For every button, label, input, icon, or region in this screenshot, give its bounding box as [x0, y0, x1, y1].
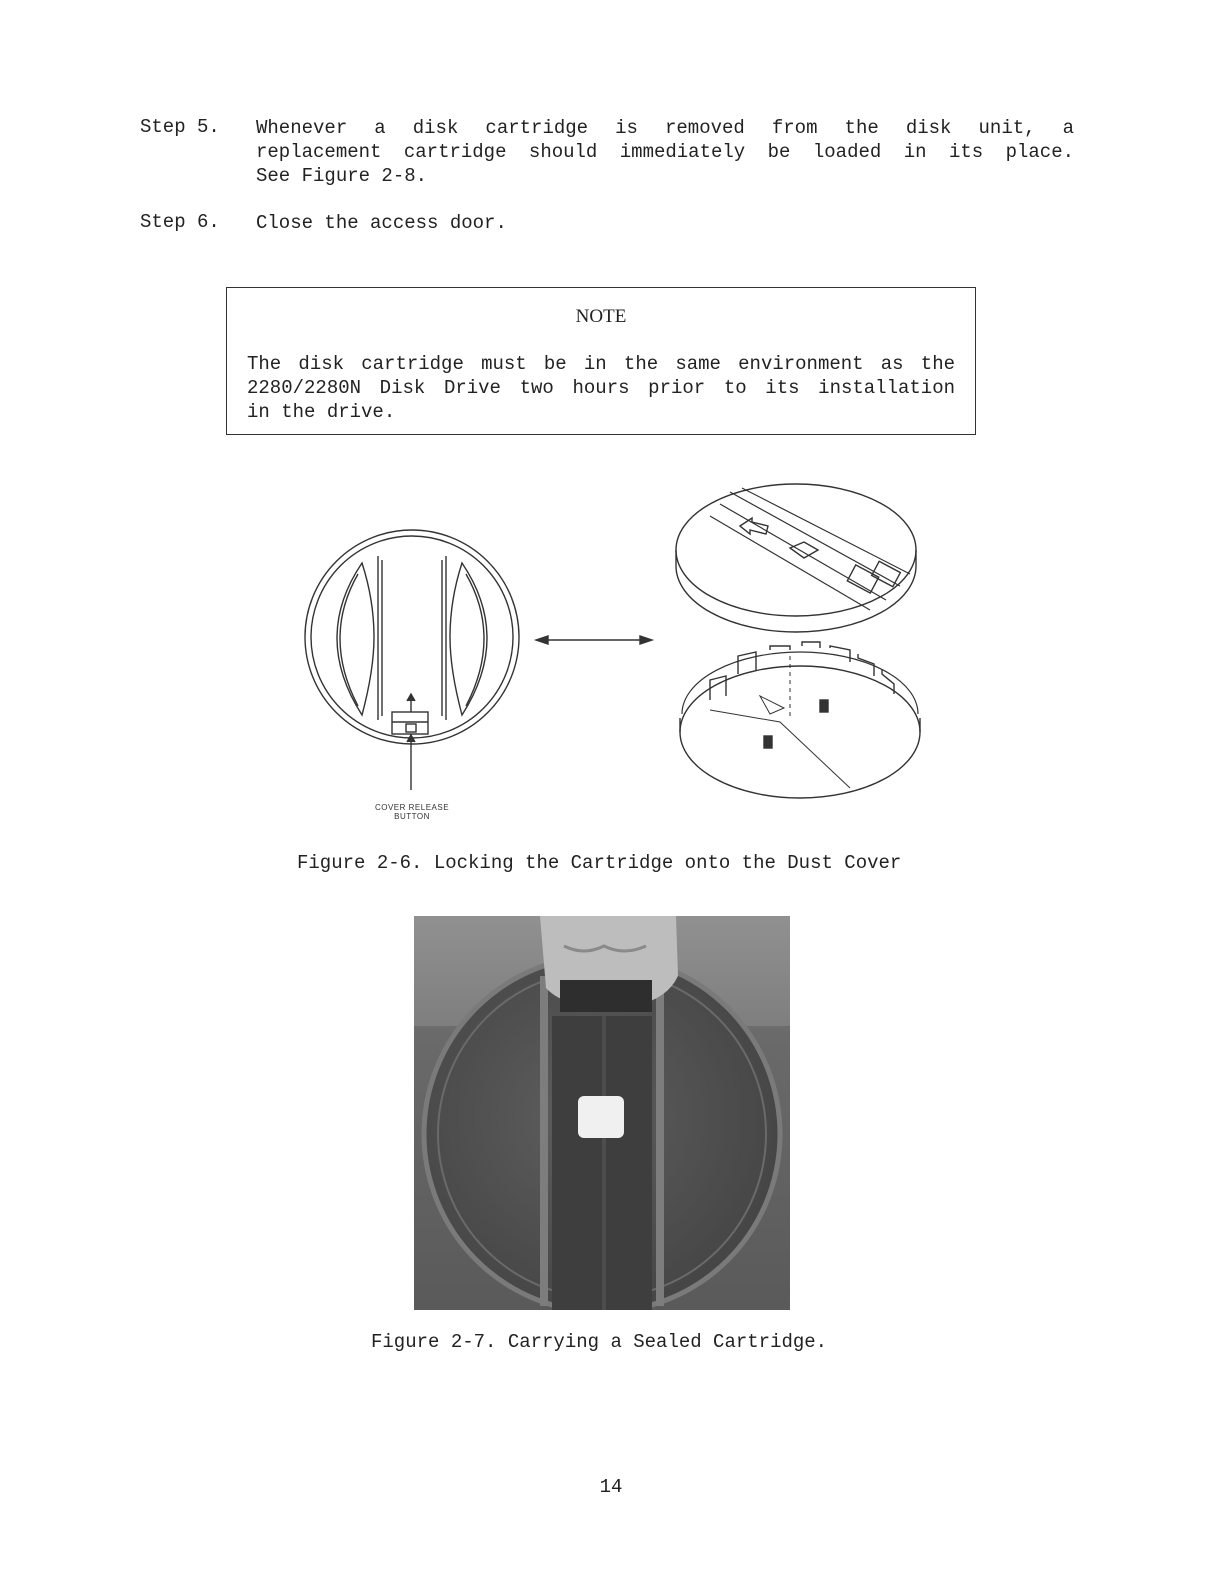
- step-6-label: Step 6.: [140, 211, 220, 233]
- cartridge-cover-isometric: [676, 484, 916, 632]
- cover-release-callout: [370, 803, 454, 821]
- figure-2-7-caption: Figure 2-7. Carrying a Sealed Cartridge.: [371, 1331, 828, 1353]
- figure-2-6-illustration: [290, 470, 940, 830]
- callout-line-1: COVER RELEASE: [374, 803, 450, 812]
- step-5-line-1: Whenever a disk cartridge is removed from the disk unit, a: [256, 117, 1074, 139]
- step-6-line-1: Close the access door.: [256, 212, 507, 234]
- figure-2-6-caption: Figure 2-6. Locking the Cartridge onto the Dust Cover: [297, 852, 902, 874]
- note-line-1: The disk cartridge must be in the same environment as the: [247, 353, 955, 375]
- step-5-line-3: See Figure 2-8.: [256, 165, 428, 187]
- step-5-label: Step 5.: [140, 116, 220, 138]
- note-box: [226, 287, 976, 435]
- note-line-2: 2280/2280N Disk Drive two hours prior to its installation: [247, 377, 955, 399]
- note-title: NOTE: [575, 306, 627, 327]
- step-5-line-2: replacement cartridge should immediately be loaded in its place.: [256, 141, 1074, 163]
- figure-2-7-photo: [414, 916, 790, 1310]
- cartridge-top-view: [305, 530, 519, 790]
- page-number: 14: [599, 1476, 623, 1498]
- callout-line-2: BUTTON: [394, 812, 430, 821]
- note-line-3: in the drive.: [247, 401, 396, 423]
- dust-cover-base: [680, 642, 920, 798]
- double-arrow: [536, 636, 652, 644]
